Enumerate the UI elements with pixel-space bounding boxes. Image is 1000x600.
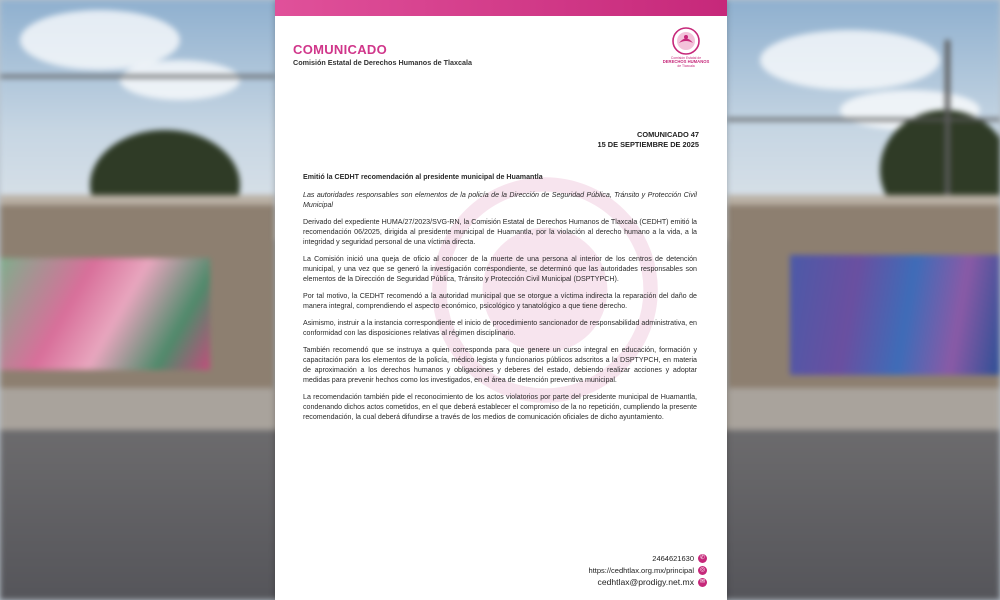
paragraph-5: También recomendó que se instruya a quien corresponda para que genere un curso integral en educación, formación y capacitación para los elementos de la policía, médico legista y funcionarios públicos adscritos a la DSPTYPCH, en materia de aproximación a los derechos humanos y obligaciones y deberes del estado, debiendo realizar acciones y adoptar medidas para prevenir hechos como los investigados, en el área de detención preventiva municipal. — [303, 346, 697, 384]
cedht-emblem-icon — [671, 26, 701, 56]
paragraph-6: La recomendación también pide el reconocimiento de los actos violatorios por parte del presidente municipal de Huamantla, condenando dichos actos cometidos, en el que deberá establecer el compromiso de la no repetición, cumpliendo la presente recomendación, la cual deberá difundirse a través de los medios de comunicación oficiales de dicho ayuntamiento. — [303, 393, 697, 421]
email-icon: ✉ — [699, 578, 706, 585]
contact-phone[interactable]: 2464621630 — [652, 553, 694, 563]
communique-info — [598, 130, 699, 150]
contact-website[interactable]: https://cedhtlax.org.mx/principal — [588, 565, 694, 575]
paragraph-4: Asimismo, instruir a la instancia correspondiente el inicio de procedimiento sancionador de responsabilidad administrativa, en conformidad con las disposiciones relativas al régimen disciplinario. — [303, 319, 697, 337]
logo-line-3: de Tlaxcala — [677, 64, 695, 68]
contact-email-row — [589, 576, 707, 588]
contact-website-row — [589, 564, 707, 576]
communique-date: 15 DE SEPTIEMBRE DE 2025 — [597, 140, 699, 149]
paragraph-3: Por tal motivo, la CEDHT recomendó a la autoridad municipal que se otorgue a víctima indirecta la reparación del daño de manera integral, comprendiendo el aspecto económico, psicológico y tanatológico a que tiene derecho. — [303, 292, 697, 310]
logo-line-1: Comisión Estatal de — [670, 56, 702, 60]
contact-phone-row — [589, 552, 707, 564]
press-release-document — [275, 0, 727, 600]
paragraph-1: Derivado del expediente HUMA/27/2023/SVG-RN, la Comisión Estatal de Derechos Humanos de Tlaxcala (CEDHT) emitió la recomendación 06/2025, dirigida al presidente municipal de Huamantla, por la violación al derecho humano a la vida, a la integridad y seguridad personal de una víctima directa. — [303, 218, 697, 246]
document-body — [303, 172, 697, 429]
contact-email[interactable]: cedhtlax@prodigy.net.mx — [597, 577, 694, 587]
document-title: COMUNICADO — [293, 42, 387, 57]
logo-line-2: DERECHOS HUMANOS — [662, 59, 710, 64]
cedht-logo — [661, 26, 711, 74]
contact-block — [589, 552, 707, 588]
organization-name: Comisión Estatal de Derechos Humanos de Tlaxcala — [293, 58, 472, 67]
phone-icon: ✆ — [699, 554, 706, 561]
paragraph-2: La Comisión inició una queja de oficio al conocer de la muerte de una persona al interior de los centros de detención municipal, y una vez que se generó la investigación correspondiente, se determinó que las autoridades responsables son elementos de la Dirección de Seguridad Pública, Tránsito y Protección Civil Municipal (DSPTYPCH). — [303, 255, 697, 283]
summary: Las autoridades responsables son elementos de la policía de la Dirección de Seguridad Pública, Tránsito y Protección Civil Municipal — [303, 191, 697, 209]
headline: Emitió la CEDHT recomendación al presidente municipal de Huamantla — [303, 173, 543, 181]
globe-icon: ◎ — [699, 566, 706, 573]
document-top-bar — [275, 0, 727, 16]
communique-number: COMUNICADO 47 — [636, 130, 699, 139]
